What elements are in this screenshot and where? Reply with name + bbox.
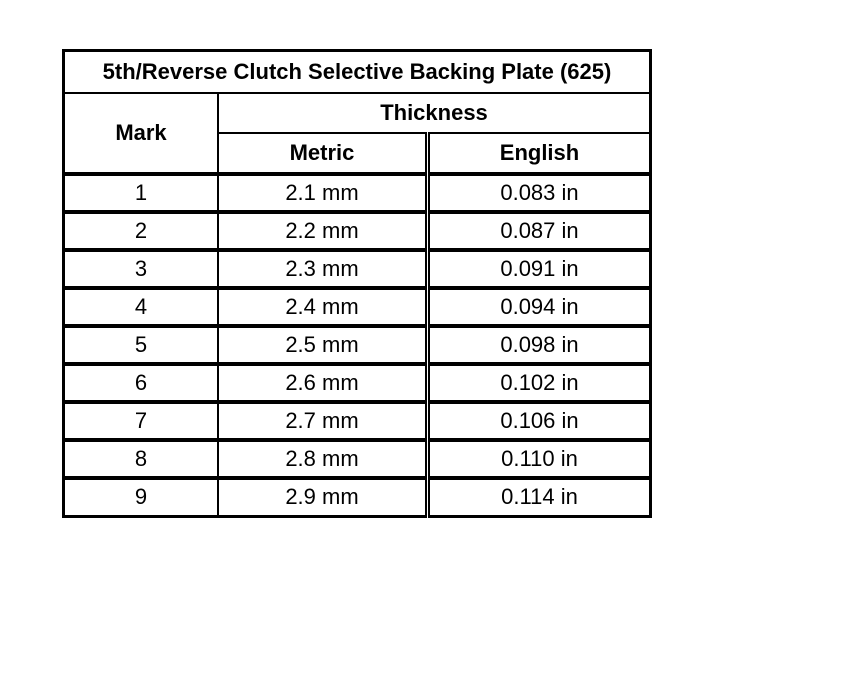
mark-cell: 6 bbox=[64, 364, 219, 402]
mark-cell: 4 bbox=[64, 288, 219, 326]
english-cell: 0.087 in bbox=[428, 212, 651, 250]
mark-cell: 3 bbox=[64, 250, 219, 288]
mark-cell: 5 bbox=[64, 326, 219, 364]
metric-cell: 2.7 mm bbox=[218, 402, 428, 440]
metric-cell: 2.5 mm bbox=[218, 326, 428, 364]
mark-cell: 1 bbox=[64, 174, 219, 212]
header-row-top bbox=[64, 93, 651, 133]
english-cell: 0.083 in bbox=[428, 174, 651, 212]
english-cell: 0.098 in bbox=[428, 326, 651, 364]
table-title: 5th/Reverse Clutch Selective Backing Plate (625) bbox=[64, 51, 651, 94]
title-row bbox=[64, 51, 651, 94]
english-cell: 0.094 in bbox=[428, 288, 651, 326]
table-row bbox=[64, 174, 651, 212]
english-cell: 0.102 in bbox=[428, 364, 651, 402]
mark-cell: 8 bbox=[64, 440, 219, 478]
metric-cell: 2.4 mm bbox=[218, 288, 428, 326]
english-cell: 0.106 in bbox=[428, 402, 651, 440]
table-row bbox=[64, 478, 651, 516]
english-cell: 0.091 in bbox=[428, 250, 651, 288]
table-row bbox=[64, 364, 651, 402]
table-row bbox=[64, 402, 651, 440]
table-row bbox=[64, 212, 651, 250]
mark-cell: 7 bbox=[64, 402, 219, 440]
metric-cell: 2.8 mm bbox=[218, 440, 428, 478]
english-cell: 0.110 in bbox=[428, 440, 651, 478]
thickness-header: Thickness bbox=[218, 93, 651, 133]
mark-header: Mark bbox=[64, 93, 219, 174]
table-row bbox=[64, 250, 651, 288]
metric-cell: 2.9 mm bbox=[218, 478, 428, 516]
table-row bbox=[64, 440, 651, 478]
metric-cell: 2.6 mm bbox=[218, 364, 428, 402]
metric-cell: 2.1 mm bbox=[218, 174, 428, 212]
metric-cell: 2.2 mm bbox=[218, 212, 428, 250]
table-row bbox=[64, 288, 651, 326]
english-cell: 0.114 in bbox=[428, 478, 651, 516]
mark-cell: 2 bbox=[64, 212, 219, 250]
metric-header: Metric bbox=[218, 133, 428, 174]
english-header: English bbox=[428, 133, 651, 174]
backing-plate-table bbox=[62, 49, 652, 518]
mark-cell: 9 bbox=[64, 478, 219, 516]
metric-cell: 2.3 mm bbox=[218, 250, 428, 288]
table-row bbox=[64, 326, 651, 364]
